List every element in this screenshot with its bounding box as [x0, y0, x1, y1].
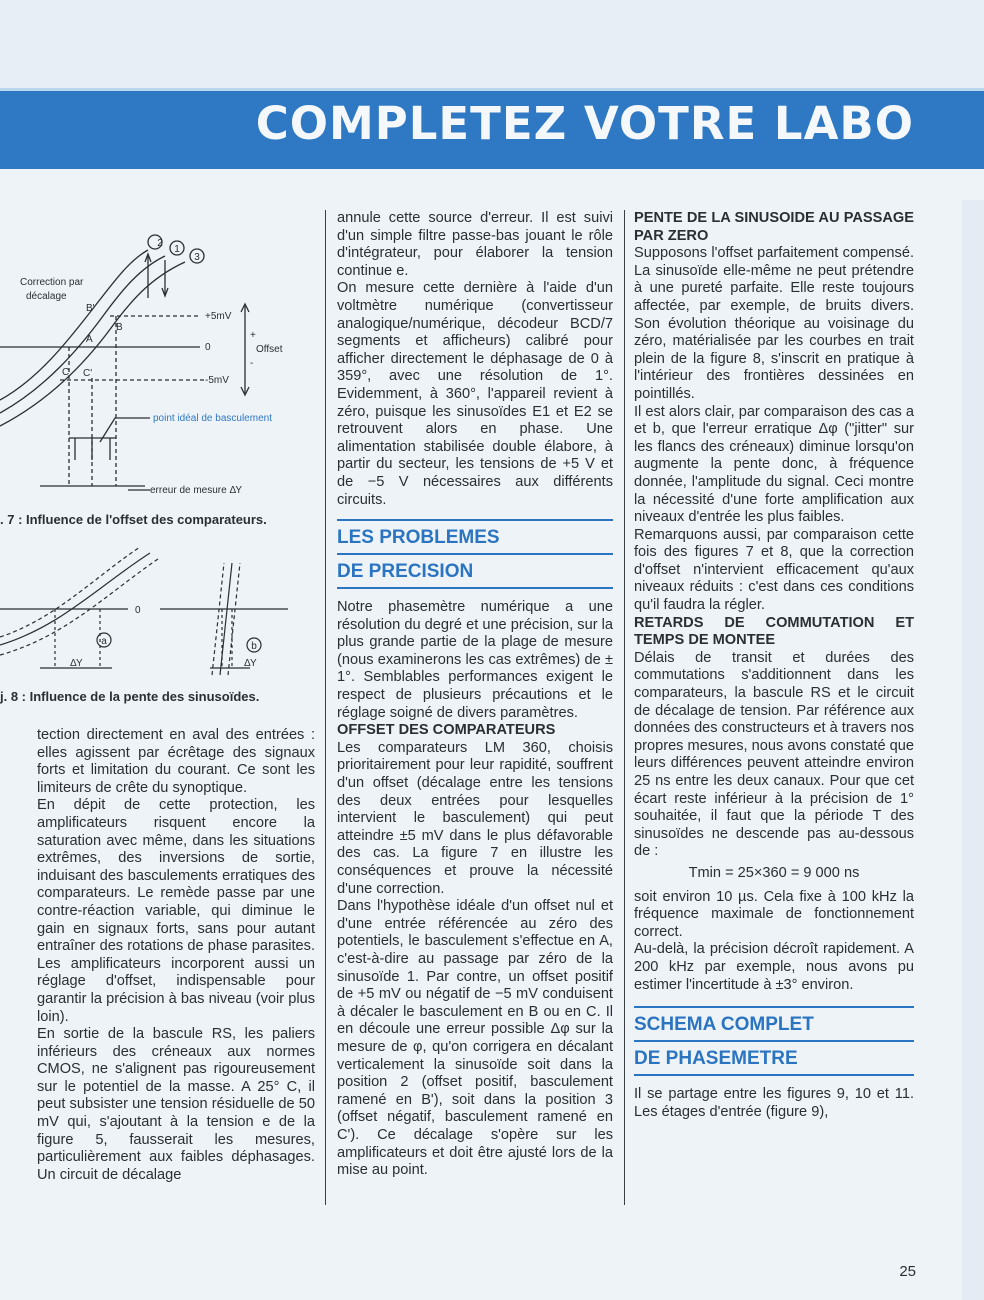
- section-title-precision: DE PRECISION: [337, 555, 613, 589]
- page-edge: [962, 200, 984, 1300]
- fig7-label-minus5: -5mV: [205, 375, 229, 386]
- fig7-circle-3: 3: [194, 252, 200, 263]
- top-margin: [0, 0, 984, 88]
- fig8-label-b: b: [251, 641, 257, 652]
- subheading-retards: RETARDS DE COMMUTATION ET TEMPS DE MONTEE: [634, 614, 914, 649]
- paragraph: Il se partage entre les figures 9, 10 et 11. Les étages d'entrée (figure 9),: [634, 1086, 914, 1120]
- title-banner: [0, 88, 984, 169]
- fig7-label-plus5: +5mV: [205, 311, 232, 322]
- fig8-delta-a: ΔΥ: [70, 658, 83, 669]
- page-number: 25: [899, 1263, 916, 1280]
- column-1: [37, 727, 315, 1184]
- fig7-label-a: A: [86, 334, 93, 345]
- paragraph: On mesure cette dernière à l'aide d'un voltmètre numérique (convertisseur analogique/numérique, décodeur BCD/7 segments et afficheurs) calibré pour afficher directement le déphasage de 0 à 359°, avec une résolution de 1°. Evidemment, à 360°, l'appareil revient à zéro, puisque les sinusoïdes E1 et E2 se retrouvent alors en phase. Une alimentation stabilisée double élabore, à partir du secteur, les tensions de +5 V et de −5 V nécessaires aux différents circuits.: [337, 280, 613, 508]
- fig7-label-b-prime: B': [86, 303, 95, 314]
- column-3: [634, 210, 914, 1121]
- section-title-schema: SCHEMA COMPLET: [634, 1006, 914, 1042]
- paragraph: soit environ 10 µs. Cela fixe à 100 kHz la fréquence maximale de fonctionnement correct.: [634, 888, 914, 940]
- formula: Tmin = 25×360 = 9 000 ns: [688, 864, 860, 881]
- paragraph: Il est alors clair, par comparaison des cas a et b, que l'erreur erratique Δφ ("jitter" sur les flancs des créneaux) diminue lorsqu'on augmente la pente donc, à fréquence donnée, l'amplitude du signal. Ceci montre la nécessité d'une forte amplification aux niveaux d'entrée les plus faibles.: [634, 403, 914, 526]
- fig7-label-b: B: [116, 322, 123, 333]
- fig7-circle-1: 1: [174, 244, 180, 255]
- section-title-problemes: LES PROBLEMES: [337, 519, 613, 555]
- banner-title: COMPLETEZ VOTRE LABO: [255, 97, 914, 150]
- paragraph: En dépit de cette protection, les amplificateurs risquent encore la saturation avec même, dans les situations extrêmes, des inversions de sortie, induisant des basculements erratiques des comparateurs. Le remède passe par une contre-réaction variable, qui diminue le gain en signaux forts, sans pour autant entraîner des rotations de phase parasites. Les amplificateurs incorporent aussi un réglage d'offset, indispensable pour garantir la précision à bas niveau (voir plus loin).: [37, 797, 315, 1025]
- paragraph: Délais de transit et durées des commutations s'additionnent dans les comparateurs, la bascule RS et le circuit de décalage de tension. Par référence aux données des constructeurs et à travers nos propres mesures, nous avons constaté que leurs différences peuvent atteindre environ 25 ns entre les deux canaux. Pour que cet écart reste inférieur à la précision de 1° souhaitée, il faut que la période T des sinusoïdes ne descende pas au-dessous de :: [634, 649, 914, 860]
- fig7-plus-sign: +: [250, 330, 256, 341]
- figure-7-caption: . 7 : Influence de l'offset des comparateurs.: [0, 512, 267, 527]
- paragraph: tection directement en aval des entrées : elles agissent par écrêtage des signaux forts et limitation du courant. Ce sont les limiteurs de crête du synoptique.: [37, 727, 315, 796]
- fig7-label-c: C: [62, 367, 70, 378]
- paragraph: Notre phasemètre numérique a une résolution du degré et une précision, sur la plus grande partie de la plage de mesure (nous examinerons les cas extrêmes) de ± 1°. Semblables performances exigent le respect de plusieurs précautions et le réglage soigné de divers paramètres.: [337, 599, 613, 721]
- figure-8: [0, 545, 320, 680]
- figure-7: [0, 228, 320, 518]
- fig7-circle-2: 2: [157, 238, 163, 249]
- fig7-label-offset: Offset: [256, 344, 283, 355]
- paragraph: Au-delà, la précision décroît rapidement. A 200 kHz par exemple, nous avons pu estimer l'incertitude à ±3° environ.: [634, 941, 914, 993]
- curve-2: [0, 250, 148, 400]
- section-title-phasemetre: DE PHASEMETRE: [634, 1042, 914, 1076]
- column-divider: [325, 210, 326, 1205]
- paragraph: En sortie de la bascule RS, les paliers inférieurs des créneaux aux normes CMOS, ne s'alignent pas rigoureusement sur le potentiel de la masse. A 25° C, il peut subsister une tension résiduelle de 50 mV qui, s'ajoutant à la tension e de la figure 5, fausserait les mesures, particulièrement aux faibles déphasages. Un circuit de décalage: [37, 1026, 315, 1183]
- figure-8-caption: j. 8 : Influence de la pente des sinusoïdes.: [0, 689, 260, 704]
- fig7-label-decalage: décalage: [26, 291, 67, 302]
- fig7-label-ideal-point: point idéal de basculement: [153, 413, 272, 424]
- paragraph: Remarquons aussi, par comparaison cette fois des figures 7 et 8, que la correction d'offset n'intervient efficacement qu'aux niveaux réduits : c'est dans ces conditions qu'il faudra la régler.: [634, 526, 914, 614]
- paragraph: annule cette source d'erreur. Il est suivi d'un simple filtre passe-bas jouant le rôle d'intégrateur, pour élaborer la tension continue e.: [337, 210, 613, 279]
- paragraph: Supposons l'offset parfaitement compensé. La sinusoïde elle-même ne peut prétendre à une pureté parfaite. Elle reste toujours affectée, par exemple, de bruits divers. Son évolution théorique au voisinage du zéro, matérialisée par les courbes en trait plein de la figure 8, s'inscrit en pratique à l'intérieur des frontières dessinées en pointillés.: [634, 245, 914, 402]
- paragraph: Dans l'hypothèse idéale d'un offset nul et d'une entrée référencée au zéro des potentiels, le basculement s'effectue en A, c'est-à-dire au passage par zéro de la sinusoïde 1. Par contre, un offset positif de +5 mV ou négatif de −5 mV conduisent à décaler le basculement en B ou en C. Il en découle une erreur possible Δφ sur la mesure de φ, qu'on corrigera en décalant verticalement la sinusoïde soit dans la position 2 (offset positif, basculement ramené en B'), soit dans la position 3 (offset négatif, basculement ramené en C'). Ce décalage s'opère sur les amplificateurs et doit être ajusté lors de la mise au point.: [337, 898, 613, 1179]
- fig8-label-zero: 0: [135, 605, 141, 616]
- fig8-label-a: a: [101, 636, 107, 647]
- column-2: [337, 210, 613, 1180]
- fig7-label-error: erreur de mesure ΔΥ: [150, 485, 243, 496]
- fig7-label-correction: Correction par: [20, 277, 84, 288]
- fig7-label-zero: 0: [205, 342, 211, 353]
- fig7-label-c-prime: C': [83, 368, 93, 379]
- subheading-pente: PENTE DE LA SINUSOIDE AU PASSAGE PAR ZERO: [634, 210, 914, 244]
- fig7-minus-sign: -: [250, 358, 254, 369]
- column-divider: [624, 210, 625, 1205]
- subheading-offset: OFFSET DES COMPARATEURS: [337, 722, 556, 739]
- paragraph: Les comparateurs LM 360, choisis prioritairement pour leur rapidité, souffrent d'un offset (décalage entre les tensions des deux entrées pour lesquelles intervient le basculement) qui peut atteindre ±5 mV dans le plus défavorable des cas. La figure 7 en illustre les conséquences et prouve la nécessité d'une correction.: [337, 739, 613, 897]
- fig8-delta-b: ΔΥ: [244, 658, 257, 669]
